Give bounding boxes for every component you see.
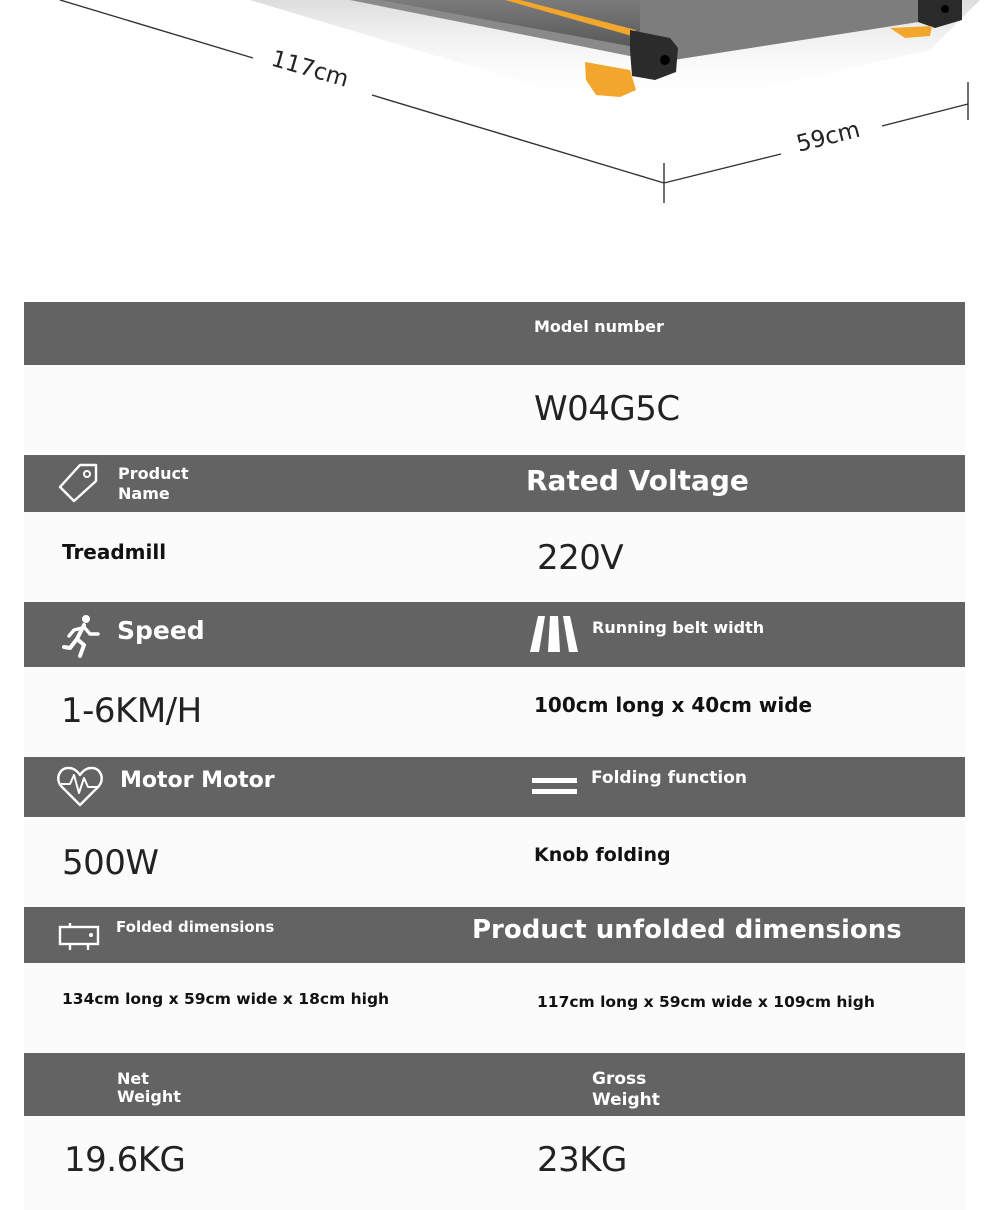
running-person-icon	[62, 614, 102, 658]
weight-row	[24, 1116, 965, 1210]
price-tag-icon	[56, 461, 100, 505]
model-number-header	[24, 302, 965, 365]
rated-voltage-label: Rated Voltage	[526, 464, 749, 497]
product-name-label-line2: Name	[118, 484, 170, 503]
folding-value: Knob folding	[534, 844, 671, 866]
net-weight-value: 19.6KG	[64, 1140, 186, 1180]
motor-value: 500W	[62, 843, 159, 883]
gross-weight-label-line1: Gross	[592, 1069, 647, 1089]
speed-belt-header	[24, 602, 965, 667]
net-weight-label-line2: Weight	[117, 1087, 181, 1106]
heart-pulse-icon	[56, 765, 104, 807]
product-voltage-header	[24, 455, 965, 512]
speed-value: 1-6KM/H	[61, 691, 202, 731]
product-name-label-line1: Product	[118, 464, 189, 483]
width-dimension-label: 59cm	[793, 116, 863, 158]
product-name-value: Treadmill	[62, 540, 167, 564]
unfolded-dimensions-label: Product unfolded dimensions	[472, 915, 902, 945]
product-voltage-row	[24, 512, 965, 602]
unfolded-dimensions-value: 117cm long x 59cm wide x 109cm high	[537, 993, 875, 1011]
net-weight-label-line1: Net	[117, 1069, 149, 1088]
belt-width-value: 100cm long x 40cm wide	[534, 693, 813, 717]
model-number-value: W04G5C	[534, 389, 680, 429]
treadmill-dimension-illustration	[0, 0, 990, 300]
model-number-row	[24, 365, 965, 455]
belt-width-label: Running belt width	[592, 618, 765, 637]
road-lanes-icon	[530, 616, 578, 652]
motor-folding-row	[24, 817, 965, 907]
folding-label: Folding function	[591, 768, 748, 788]
gross-weight-label-line2: Weight	[592, 1090, 660, 1110]
model-number-label: Model number	[534, 317, 664, 336]
weight-header	[24, 1053, 965, 1116]
folded-dimensions-label: Folded dimensions	[116, 918, 275, 936]
folded-dimensions-value: 134cm long x 59cm wide x 18cm high	[62, 990, 390, 1008]
motor-label: Motor Motor	[120, 768, 275, 793]
folded-box-icon	[58, 923, 100, 951]
speed-label: Speed	[117, 616, 205, 645]
length-dimension-label: 117cm	[268, 45, 352, 93]
dimensions-row	[24, 963, 965, 1053]
double-bar-icon	[532, 778, 577, 796]
rated-voltage-value: 220V	[537, 538, 624, 578]
dimensions-header	[24, 907, 965, 963]
motor-folding-header	[24, 757, 965, 817]
speed-belt-row	[24, 667, 965, 757]
gross-weight-value: 23KG	[537, 1140, 627, 1180]
